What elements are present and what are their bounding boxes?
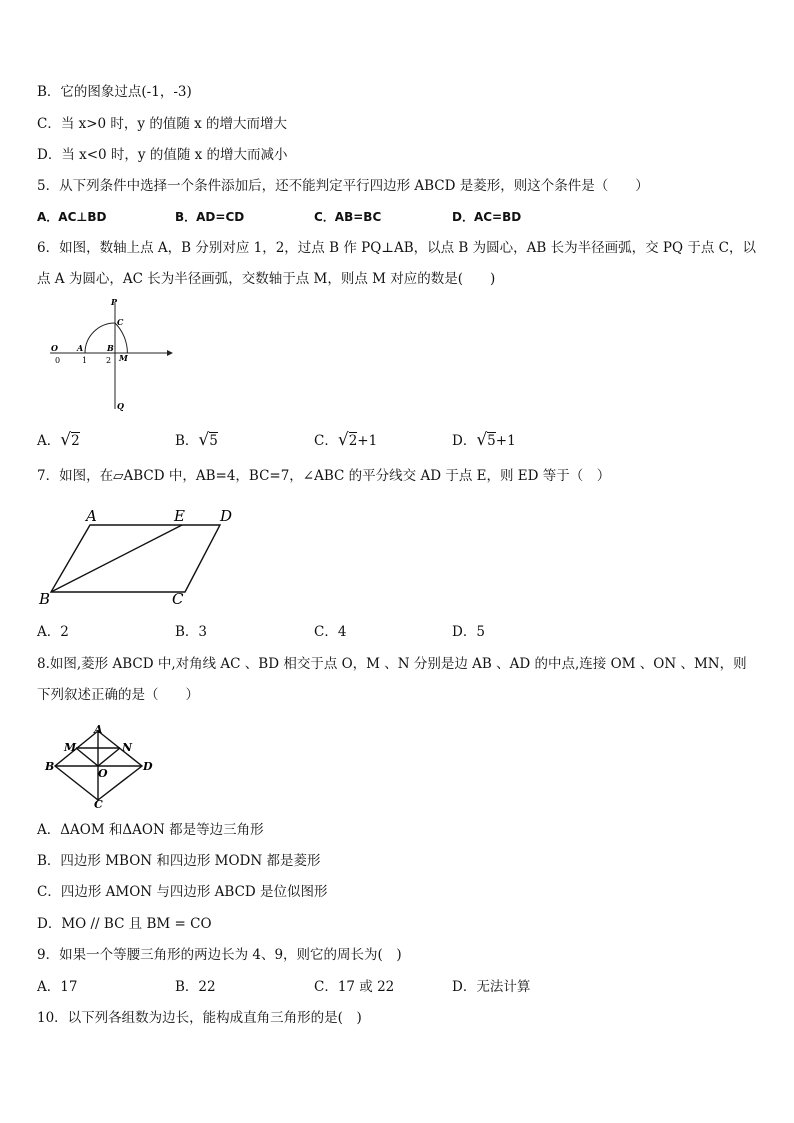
sqrt-icon: √ [198,430,210,450]
option-d-line: D．当 x<0 时，y 的值随 x 的增大而减小 [37,147,288,163]
q6-option-a-rad: 2 [71,433,80,449]
q7-option-a: A．2 [37,624,69,640]
arrow-head-icon [167,350,173,356]
q6-option-c-letter: C． [314,433,338,449]
label-p: P [111,297,118,307]
label-a: A [77,343,84,353]
q6-option-a [37,430,80,451]
label-o: O [51,343,58,353]
label-d: D [143,760,153,773]
q9-stem: 9．如果一个等腰三角形的两边长为 4、9，则它的周长为( ) [37,947,402,963]
sqrt-icon: √ [337,430,349,450]
q5-option-b: B．AD=CD [175,210,245,224]
tick-one: 1 [82,356,88,365]
label-d: D [220,507,233,525]
q6-option-c-rad: 2 [348,433,358,449]
q7-option-d: D．5 [452,624,485,640]
q10-stem: 10．以下列各组数为边长，能构成直角三角形的是( ) [37,1010,362,1026]
label-m: M [64,741,77,754]
tick-zero: 0 [55,356,61,365]
label-b: B [39,590,51,608]
q8-option-c: C．四边形 AMON 与四边形 ABCD 是位似图形 [37,884,328,900]
label-a: A [94,723,103,736]
q7-stem: 7．如图，在▱ABCD 中，AB=4，BC=7，∠ABC 的平分线交 AD 于点 E，则 ED 等于（ ） [37,468,611,484]
q7-option-b: B．3 [175,624,208,640]
sqrt-icon: √ [476,430,488,450]
parallelogram-abcd [51,525,220,592]
q5-stem: 5．从下列条件中选择一个条件添加后，还不能判定平行四边形 ABCD 是菱形，则这个条件是（ ） [37,178,649,194]
label-q: Q [117,401,124,411]
q6-option-d [452,430,516,451]
q6-option-c-tail: +1 [357,433,378,449]
q6-option-b-letter: B． [175,433,199,449]
label-n: N [122,741,133,754]
arc-a [115,323,127,353]
q5-option-d: D．AC=BD [452,210,522,224]
label-a: A [86,507,97,525]
q9-option-d: D．无法计算 [452,979,531,995]
segment-on [98,748,120,766]
q6-number-line-figure [45,297,175,415]
q8-option-a: A．ΔAOM 和ΔAON 都是等边三角形 [37,822,264,838]
q8-stem: 8.如图,菱形 ABCD 中,对角线 AC 、BD 相交于点 O，M 、N 分别是边 AB 、AD 的中点,连接 OM 、ON 、MN，则下列叙述正确的是（ ） [37,656,747,703]
q8-option-b: B．四边形 MBON 和四边形 MODN 都是菱形 [37,853,321,869]
label-o: O [98,767,108,780]
q7-parallelogram-figure [35,506,255,608]
label-e: E [174,507,185,525]
q6-option-d-letter: D． [452,433,477,449]
q9-option-b: B．22 [175,979,216,995]
q9-option-c: C．17 或 22 [314,979,395,995]
label-c: C [172,590,184,608]
q5-option-c: C．AB=BC [314,210,382,224]
label-m: M [119,353,128,363]
sqrt-icon: √ [60,430,72,450]
q9-option-a: A．17 [37,979,78,995]
q8-rhombus-figure [40,723,160,809]
tick-two: 2 [106,356,112,365]
option-b-line: B．它的图象过点(-1，-3) [37,84,192,100]
label-b: B [107,343,114,353]
q6-option-c [314,430,377,451]
q8-option-d: D．MO // BC 且 BM = CO [37,916,212,932]
label-c: C [117,317,124,327]
q6-option-b-rad: 5 [209,433,218,449]
label-c: C [94,798,103,809]
label-b: B [45,760,55,773]
q6-option-b [175,430,218,451]
q7-option-c: C．4 [314,624,347,640]
q5-option-a: A．AC⊥BD [37,210,107,224]
q6-option-d-tail: +1 [495,433,516,449]
q6-option-a-letter: A． [37,433,61,449]
segment-om [76,748,98,766]
q6-stem: 6．如图，数轴上点 A，B 分别对应 1，2，过点 B 作 PQ⊥AB，以点 B 为圆心，AB 长为半径画弧，交 PQ 于点 C，以点 A 为圆心，AC 长为半径画弧，交数轴于点 M，则点 M 对应的数是( ) [37,240,756,287]
q6-option-d-rad: 5 [487,433,496,449]
option-c-line: C．当 x>0 时，y 的值随 x 的增大而增大 [37,116,288,132]
